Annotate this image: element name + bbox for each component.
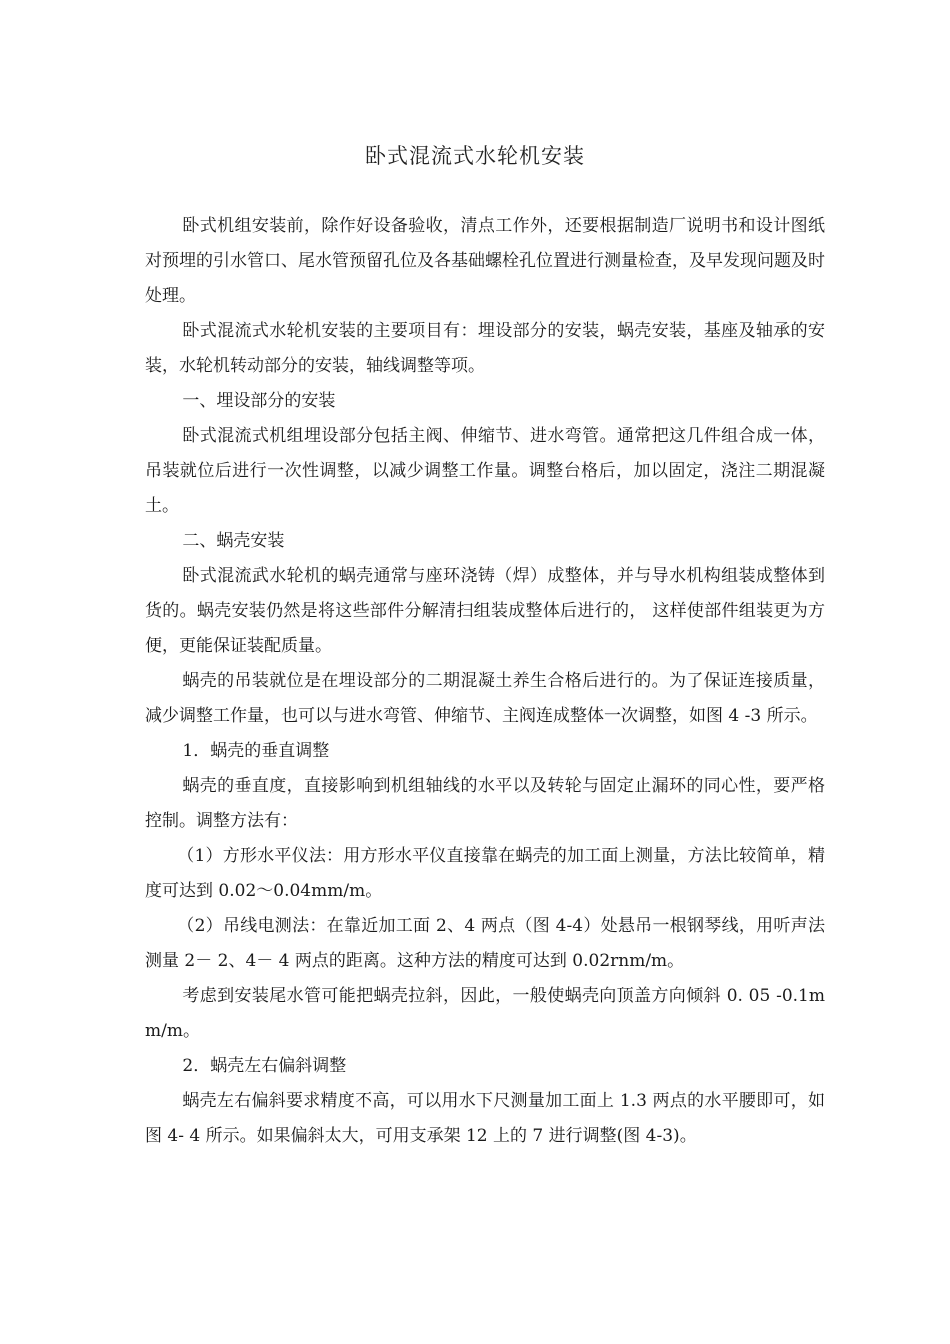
- subsection-heading: 2．蜗壳左右偏斜调整: [182, 1056, 347, 1076]
- paragraph: 卧式机组安装前，除作好设备验收，清点工作外，还要根据制造厂说明书和设计图纸对预埋的引水管口、尾水管预留孔位及各基础螺栓孔位置进行测量检查，及早发现问题及时处理。: [145, 216, 825, 306]
- paragraph: 卧式混流式机组埋设部分包括主阀、伸缩节、进水弯管。通常把这几件组合成一体，吊装就位后进行一次性调整，以减少调整工作量。调整台格后，加以固定，浇注二期混凝土。: [145, 426, 825, 516]
- paragraph: 考虑到安装尾水管可能把蜗壳拉斜，因此，一般使蜗壳向顶盖方向倾斜 0. 05 -0.1mm/m。: [145, 986, 825, 1041]
- paragraph: 卧式混流武水轮机的蜗壳通常与座环浇铸（焊）成整体，并与导水机构组装成整体到货的。蜗壳安装仍然是将这些部件分解清扫组装成整体后进行的， 这样使部件组装更为方便，更能保证装配质量。: [145, 566, 825, 656]
- subsection-heading: 1．蜗壳的垂直调整: [182, 741, 330, 761]
- section-heading: 二、蜗壳安装: [182, 531, 285, 551]
- paragraph: 蜗壳的垂直度，直接影响到机组轴线的水平以及转轮与固定止漏环的同心性，要严格控制。调整方法有：: [145, 776, 825, 831]
- paragraph: 蜗壳左右偏斜要求精度不高，可以用水下尺测量加工面上 1.3 两点的水平腰即可，如图 4- 4 所示。如果偏斜太大，可用支承架 12 上的 7 进行调整(图 4-3)。: [145, 1091, 825, 1146]
- section-heading: 一、埋设部分的安装: [182, 391, 336, 411]
- list-item: （2）吊线电测法：在靠近加工面 2、4 两点（图 4-4）处悬吊一根钢琴线，用听声法测量 2－ 2、4－ 4 两点的距离。这种方法的精度可达到 0.02rnm/m。: [145, 916, 825, 971]
- page-title: 卧式混流式水轮机安装: [365, 144, 585, 168]
- list-item: （1）方形水平仪法：用方形水平仪直接靠在蜗壳的加工面上测量，方法比较简单，精度可达到 0.02～0.04mm/m。: [145, 846, 825, 901]
- paragraph: 卧式混流式水轮机安装的主要项目有：埋设部分的安装，蜗壳安装，基座及轴承的安装，水轮机转动部分的安装，轴线调整等项。: [145, 321, 825, 376]
- paragraph: 蜗壳的吊装就位是在埋设部分的二期混凝土养生合格后进行的。为了保证连接质量，减少调整工作量，也可以与进水弯管、伸缩节、主阀连成整体一次调整，如图 4 -3 所示。: [145, 671, 825, 726]
- document-body: [145, 209, 825, 1154]
